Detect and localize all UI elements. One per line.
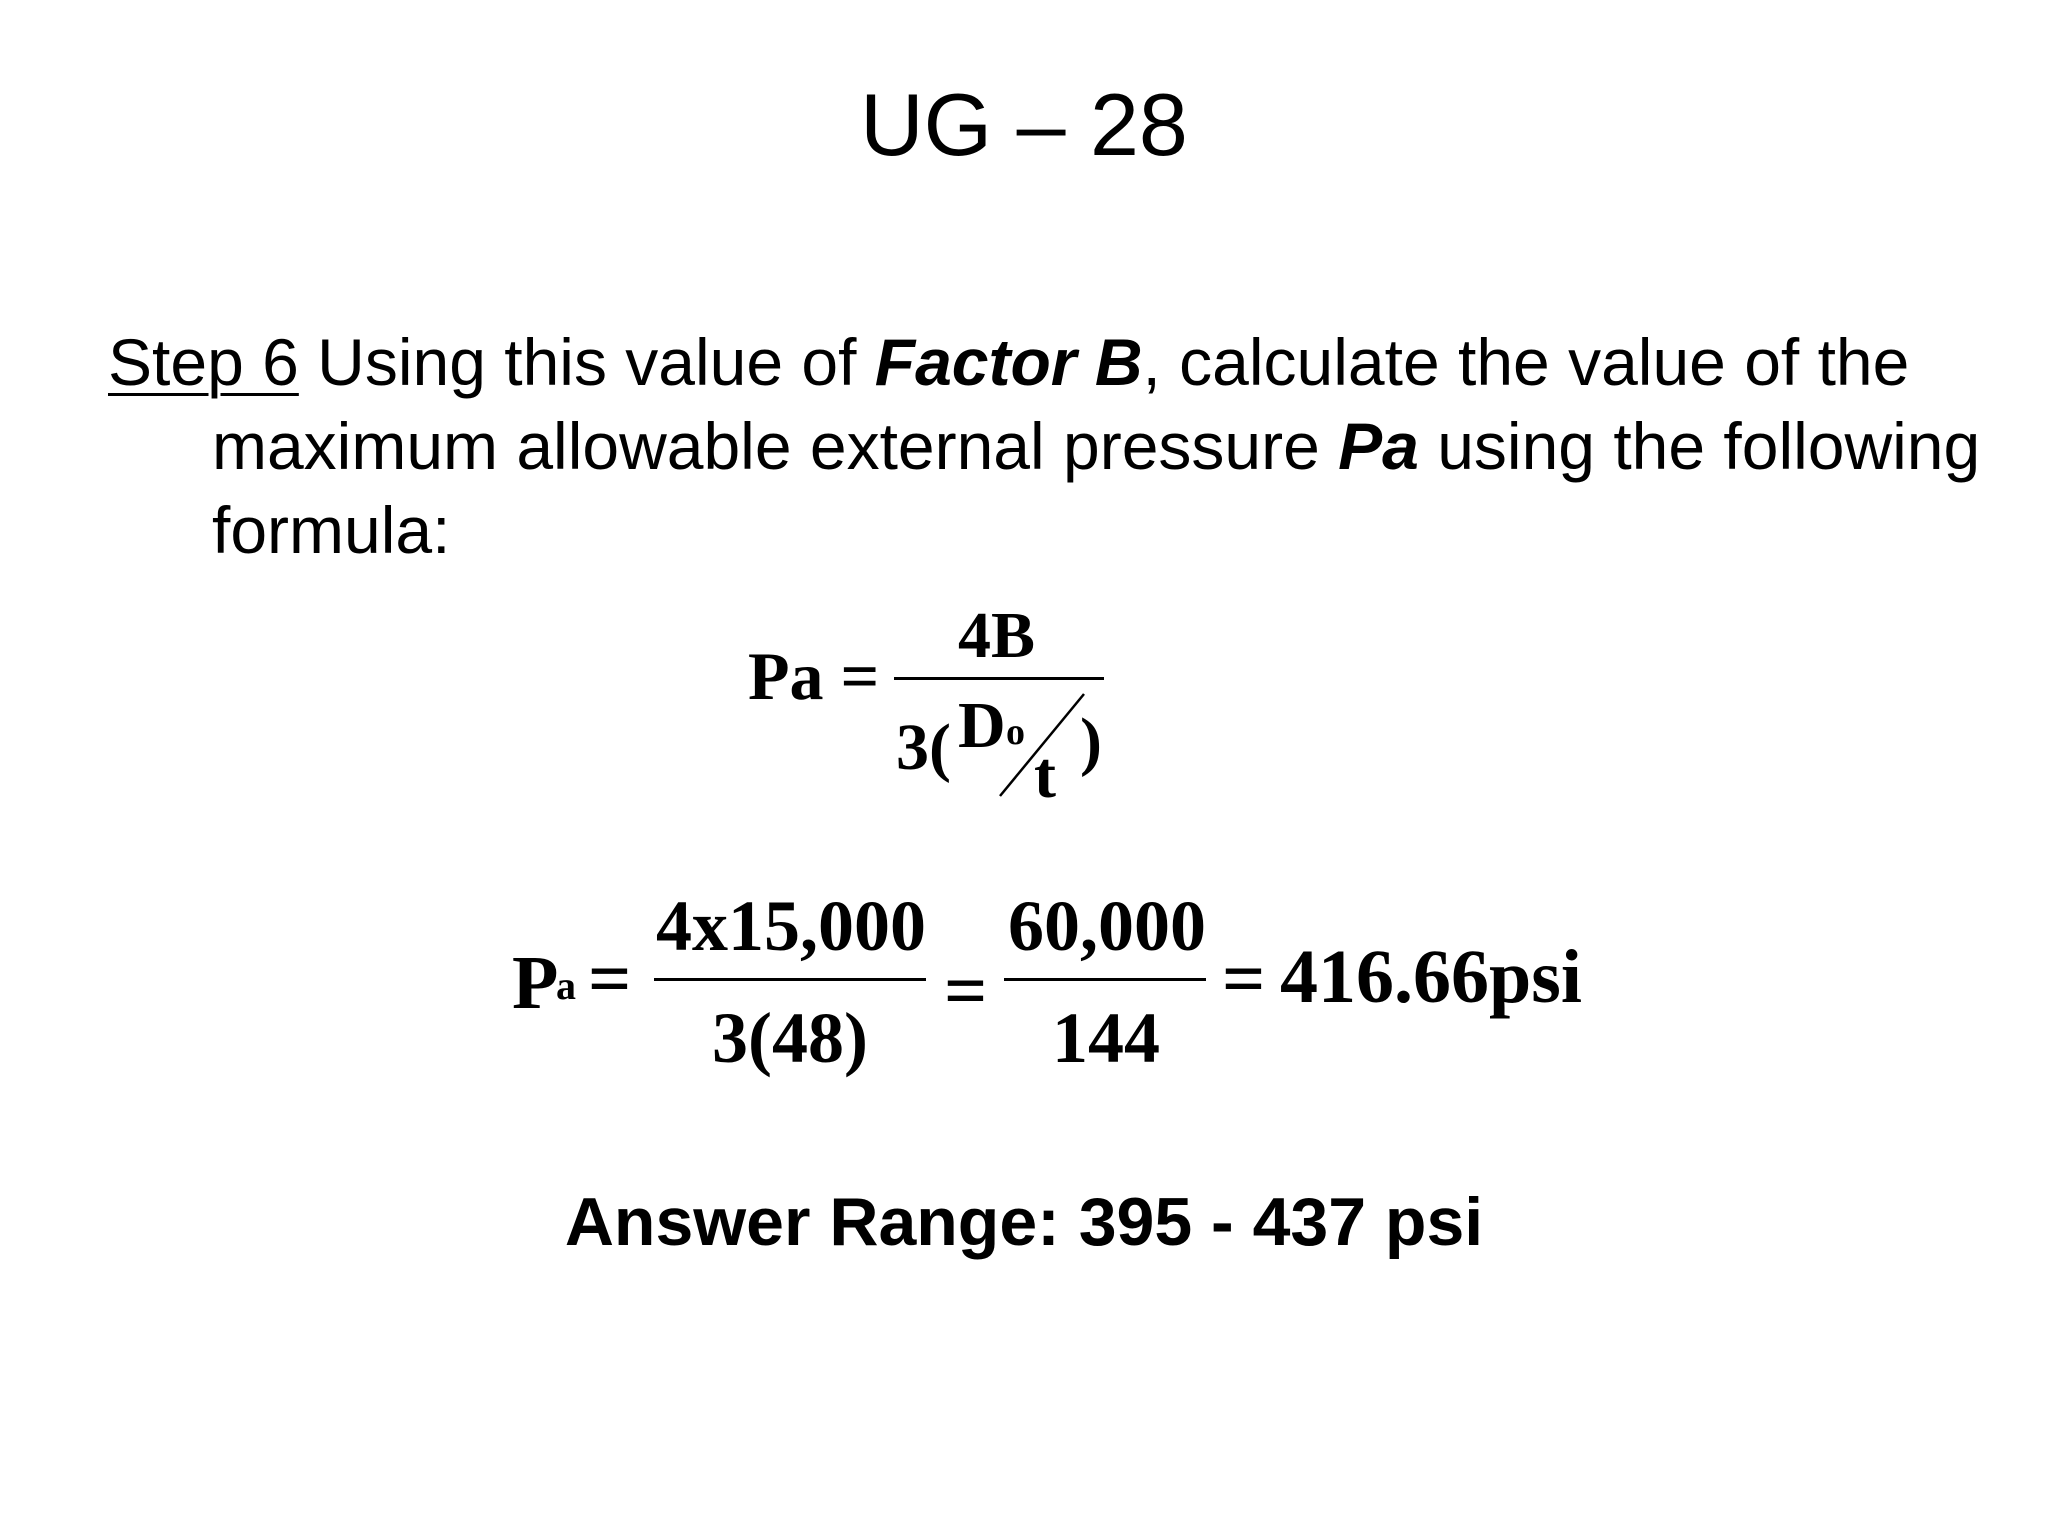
step-text-middle: , calculate the value of the maximum allowable external pressure [212, 325, 1910, 483]
calc-denominator-2: 144 [1052, 998, 1160, 1078]
formula-do-subscript: o [1006, 711, 1025, 753]
factor-b-term: Factor B [874, 325, 1143, 399]
calc-numerator-1: 4x15,000 [656, 886, 926, 966]
calc-fraction-bar-1 [654, 978, 926, 981]
calc-equals-2: = [944, 949, 988, 1033]
calc-fraction-bar-2 [1004, 978, 1206, 981]
pa-term: Pa [1338, 409, 1419, 483]
calc-numerator-2: 60,000 [1008, 886, 1206, 966]
slide-title: UG – 28 [860, 75, 1188, 174]
calc-lhs-main: P [512, 941, 559, 1025]
formula-divisor-t: t [1034, 739, 1056, 812]
calc-denominator-1: 3(48) [712, 998, 868, 1078]
calc-result: 416.66psi [1280, 935, 1582, 1019]
calc-lhs-subscript: a [556, 963, 576, 1008]
calc-equals-3: = [1222, 937, 1266, 1021]
step-label: Step 6 [108, 325, 299, 399]
calc-equals-1: = [588, 937, 632, 1021]
formula-do-main: D [958, 689, 1006, 762]
formula-denominator-prefix: 3( [896, 711, 951, 784]
answer-range: Answer Range: 395 - 437 psi [564, 1184, 1484, 1260]
step-text-after: using the following formula: [212, 409, 1981, 567]
formula-close-paren: ) [1080, 705, 1102, 778]
step-text-before: Using this value of [298, 325, 875, 399]
formula-lhs: Pa = [748, 638, 880, 714]
formula-fraction-bar [894, 677, 1104, 680]
step-instruction [108, 320, 2042, 572]
formula-numerator: 4B [958, 599, 1036, 672]
